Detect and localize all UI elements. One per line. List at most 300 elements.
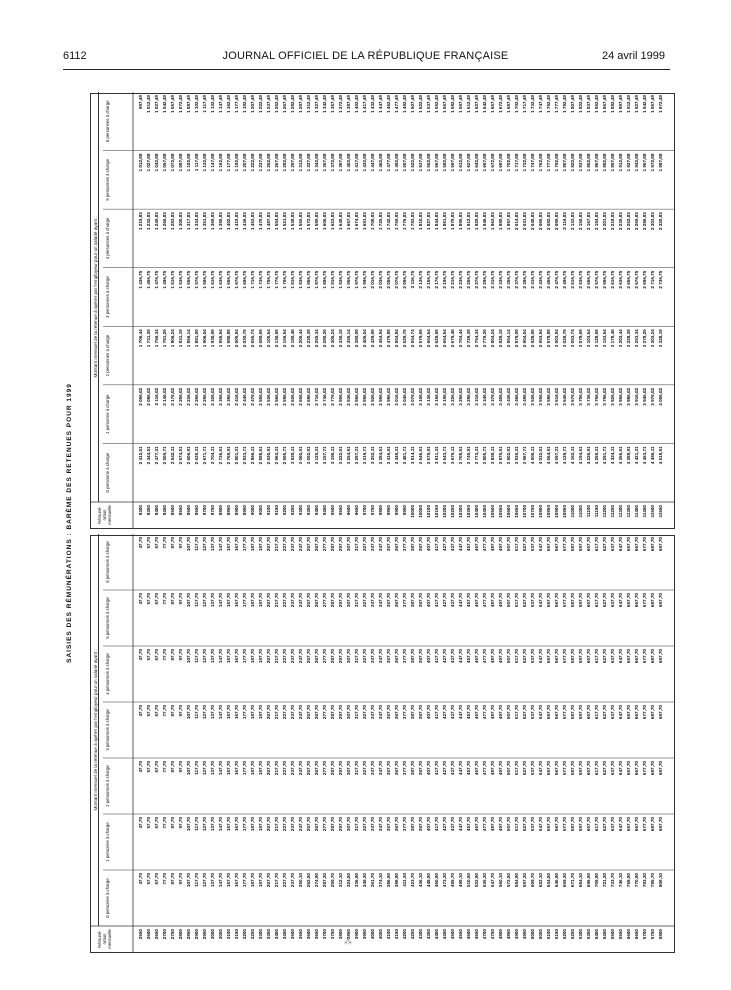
cell-retenue: 2 396,75: [522, 270, 527, 289]
cell-retenue: 2 016,75: [370, 270, 375, 289]
cell-retenue: 1 372,88: [330, 153, 335, 172]
cell-retenue: 1 555,83: [298, 212, 303, 231]
cell-retenue: 167,70: [234, 705, 239, 720]
cell-retenue: 337,70: [370, 817, 375, 832]
table-row: [481, 536, 489, 952]
table-row: [201, 94, 209, 528]
cell-retenue: 3 902,91: [506, 446, 511, 465]
header-retenue-group: Montant mensuel de la retenue à opérer par l'employeur pour un salarié ayant :: [93, 92, 99, 502]
cell-retenue: 3 254,91: [346, 446, 351, 465]
cell-retenue: 127,70: [202, 593, 207, 608]
cell-remuneration: 5650: [634, 929, 639, 940]
left-table: [90, 535, 675, 953]
cell-remuneration: 4450: [442, 929, 447, 940]
cell-retenue: 157,70: [226, 817, 231, 832]
table-row: [505, 536, 513, 952]
cell-remuneration: 3350: [266, 929, 271, 940]
cell-retenue: 374,10: [378, 873, 383, 888]
cell-retenue: 1 807,49: [570, 95, 575, 113]
cell-retenue: 327,70: [362, 705, 367, 720]
cell-retenue: 3 826,02: [610, 387, 615, 406]
cell-retenue: 1 867,88: [594, 153, 599, 172]
cell-retenue: 347,70: [378, 593, 383, 608]
table-row: [273, 536, 281, 952]
cell-retenue: 67,70: [154, 873, 159, 885]
cell-retenue: 577,70: [562, 817, 567, 832]
cell-retenue: 107,70: [186, 761, 191, 776]
cell-remuneration: 9050: [258, 505, 263, 516]
cell-retenue: 247,70: [298, 761, 303, 776]
cell-retenue: 2 596,75: [602, 270, 607, 289]
table-row: [625, 94, 633, 528]
cell-retenue: 2 833,71: [242, 446, 247, 465]
header-dependents-5: 5 personnes à charge: [105, 597, 110, 639]
cell-remuneration: 11150: [594, 505, 599, 518]
header-dependents-6: 6 personnes à charge: [105, 541, 110, 583]
cell-retenue: 3 736,02: [586, 387, 591, 406]
cell-retenue: 1 102,88: [186, 153, 191, 172]
cell-retenue: 3 076,02: [410, 387, 415, 406]
cell-retenue: 2 896,02: [362, 387, 367, 406]
cell-retenue: 1 642,49: [482, 95, 487, 113]
cell-retenue: 3 203,44: [618, 329, 623, 348]
cell-retenue: 597,30: [522, 873, 527, 888]
cell-retenue: 87,70: [170, 873, 175, 885]
cell-retenue: 1 342,88: [314, 153, 319, 172]
cell-remuneration: 11300: [618, 505, 623, 518]
table-row: [337, 536, 345, 952]
cell-retenue: 1 856,14: [186, 329, 191, 348]
cell-retenue: 4 226,91: [586, 446, 591, 465]
cell-retenue: 2 336,75: [498, 270, 503, 289]
cell-retenue: 67,70: [154, 537, 159, 549]
table-row: [617, 94, 625, 528]
header-dependents-3: 3 personnes à charge: [105, 276, 110, 318]
right-table: [90, 93, 675, 529]
cell-retenue: 537,70: [530, 537, 535, 552]
cell-remuneration: 2900: [194, 929, 199, 940]
cell-retenue: 1 793,83: [410, 212, 415, 231]
cell-retenue: 157,70: [226, 537, 231, 552]
cell-retenue: 733,70: [610, 873, 615, 888]
cell-remuneration: 8300: [138, 505, 143, 516]
cell-retenue: 1 852,88: [586, 153, 591, 172]
table-row: [345, 94, 353, 528]
cell-retenue: 2 454,94: [378, 329, 383, 348]
cell-remuneration: 3250: [250, 929, 255, 940]
cell-retenue: 3 416,91: [386, 446, 391, 465]
header-dependents-2: 2 personnes à charge: [105, 334, 110, 377]
cell-retenue: 4 000,11: [530, 446, 535, 465]
cell-retenue: 3 286,02: [466, 387, 471, 406]
cell-retenue: 2 542,11: [170, 446, 175, 465]
cell-retenue: 227,70: [282, 649, 287, 664]
cell-retenue: 1 282,49: [290, 95, 295, 113]
cell-retenue: 597,70: [578, 537, 583, 552]
cell-retenue: 522,90: [474, 873, 479, 888]
page-header: [0, 50, 731, 66]
cell-retenue: 2 479,89: [386, 329, 391, 348]
cell-retenue: 1 447,49: [378, 95, 383, 113]
table-row: [353, 94, 361, 528]
cell-retenue: 247,70: [298, 817, 303, 832]
cell-retenue: 1 252,88: [266, 153, 271, 172]
cell-remuneration: 8350: [146, 505, 151, 516]
table-row: [401, 94, 409, 528]
cell-retenue: 2 326,02: [210, 387, 215, 406]
cell-remuneration: 5100: [546, 929, 551, 940]
table-row: [521, 94, 529, 528]
cell-retenue: 1 597,49: [458, 95, 463, 113]
cell-remuneration: 3000: [210, 929, 215, 940]
cell-retenue: 2 636,75: [618, 270, 623, 289]
cell-retenue: 2 167,83: [586, 212, 591, 231]
cell-retenue: 3 046,02: [402, 387, 407, 406]
cell-retenue: 1 432,49: [370, 95, 375, 113]
table-row: [153, 94, 161, 528]
cell-retenue: 3 125,31: [314, 446, 319, 465]
cell-retenue: 187,70: [250, 705, 255, 720]
cell-retenue: 447,70: [458, 537, 463, 552]
cell-retenue: 3 481,71: [402, 446, 407, 465]
cell-retenue: 1 708,83: [370, 212, 375, 231]
cell-retenue: 597,70: [578, 593, 583, 608]
cell-retenue: 147,70: [218, 593, 223, 608]
cell-retenue: 687,70: [650, 817, 655, 832]
cell-retenue: 657,70: [626, 817, 631, 832]
cell-retenue: 3 253,34: [634, 329, 639, 348]
cell-retenue: 1 955,94: [218, 329, 223, 348]
cell-retenue: 437,70: [450, 817, 455, 832]
cell-retenue: 1 057,88: [162, 153, 167, 172]
cell-retenue: 347,70: [378, 705, 383, 720]
cell-retenue: 587,70: [570, 817, 575, 832]
cell-retenue: 2 806,02: [338, 387, 343, 406]
cell-retenue: 1 327,49: [314, 95, 319, 113]
table-row: [145, 94, 153, 528]
cell-retenue: 1 087,88: [178, 153, 183, 172]
cell-retenue: 1 837,88: [578, 153, 583, 172]
cell-retenue: 1 963,83: [490, 212, 495, 231]
cell-retenue: 2 626,02: [290, 387, 295, 406]
cell-retenue: 537,70: [530, 761, 535, 776]
cell-retenue: 397,70: [418, 649, 423, 664]
cell-retenue: 157,70: [226, 593, 231, 608]
cell-retenue: 237,70: [290, 537, 295, 552]
cell-retenue: 517,70: [514, 649, 519, 664]
cell-retenue: 795,70: [650, 873, 655, 888]
cell-retenue: 4 259,31: [594, 446, 599, 465]
cell-retenue: 312,10: [338, 873, 343, 888]
cell-retenue: 2 176,02: [170, 387, 175, 406]
cell-retenue: 1 972,88: [650, 153, 655, 172]
table-row: [561, 536, 569, 952]
cell-retenue: 3 078,69: [578, 329, 583, 348]
cell-retenue: 770,90: [634, 873, 639, 888]
cell-retenue: 324,50: [346, 873, 351, 888]
cell-remuneration: 4650: [474, 929, 479, 940]
cell-retenue: 47,70: [138, 537, 143, 549]
table-row: [385, 536, 393, 952]
cell-retenue: 2 456,75: [546, 270, 551, 289]
cell-retenue: 317,70: [354, 761, 359, 776]
table-row: [569, 94, 577, 528]
cell-retenue: 617,70: [594, 761, 599, 776]
cell-retenue: 1 432,88: [362, 153, 367, 172]
cell-retenue: 77,70: [162, 761, 167, 773]
cell-retenue: 1 796,75: [282, 270, 287, 289]
table-row: [233, 536, 241, 952]
cell-retenue: 2 836,02: [346, 387, 351, 406]
cell-retenue: 1 252,49: [274, 95, 279, 113]
cell-retenue: 2 476,75: [554, 270, 559, 289]
cell-retenue: 1 266,83: [162, 212, 167, 231]
cell-retenue: 2 429,99: [370, 329, 375, 348]
table-row: [449, 94, 457, 528]
table-row: [585, 94, 593, 528]
cell-retenue: 3 740,91: [466, 446, 471, 465]
cell-retenue: 87,70: [170, 537, 175, 549]
cell-retenue: 397,70: [418, 817, 423, 832]
table-row: [329, 94, 337, 528]
cell-retenue: 107,70: [186, 537, 191, 552]
cell-retenue: 237,70: [290, 873, 295, 888]
cell-retenue: 2 953,94: [538, 329, 543, 348]
cell-retenue: 1 882,49: [610, 95, 615, 113]
cell-remuneration: 9750: [370, 505, 375, 516]
cell-retenue: 3 976,02: [650, 387, 655, 406]
table-row: [177, 94, 185, 528]
cell-retenue: 1 736,75: [258, 270, 263, 289]
cell-remuneration: 10300: [458, 505, 463, 518]
cell-retenue: 2 904,04: [522, 329, 527, 348]
cell-retenue: 237,70: [290, 705, 295, 720]
table-row: [241, 536, 249, 952]
table-row: [305, 94, 313, 528]
cell-retenue: 250,10: [298, 873, 303, 888]
cell-retenue: 1 215,83: [138, 212, 143, 231]
cell-retenue: 2 629,59: [434, 329, 439, 348]
cell-retenue: 3 856,02: [618, 387, 623, 406]
cell-retenue: 659,30: [562, 873, 567, 888]
table-row: [137, 536, 145, 952]
header-dependents-0: 0 personne à charge: [105, 453, 110, 493]
cell-retenue: 2 604,64: [426, 329, 431, 348]
table-row: [537, 94, 545, 528]
cell-retenue: 2 854,14: [506, 329, 511, 348]
table-row: [641, 536, 649, 952]
cell-retenue: 2 056,02: [138, 387, 143, 406]
cell-retenue: 1 916,75: [330, 270, 335, 289]
header-dependents-1: 1 personne à charge: [105, 822, 110, 862]
table-row: [465, 536, 473, 952]
cell-retenue: 2 554,74: [410, 329, 415, 348]
cell-retenue: 167,70: [234, 873, 239, 888]
cell-retenue: 1 207,49: [250, 95, 255, 113]
table-row: [545, 536, 553, 952]
cell-retenue: 387,70: [410, 705, 415, 720]
cell-retenue: 127,70: [202, 817, 207, 832]
cell-retenue: 197,70: [258, 761, 263, 776]
cell-retenue: 87,70: [170, 649, 175, 661]
cell-retenue: 1 357,49: [330, 95, 335, 113]
cell-retenue: 4 194,51: [578, 446, 583, 465]
cell-retenue: 1 776,83: [402, 212, 407, 231]
cell-remuneration: 3900: [354, 929, 359, 940]
cell-retenue: 1 507,49: [410, 95, 415, 113]
cell-retenue: 297,70: [338, 537, 343, 552]
cell-retenue: 3 226,02: [450, 387, 455, 406]
cell-retenue: 1 807,88: [562, 153, 567, 172]
cell-remuneration: 4400: [434, 929, 439, 940]
cell-retenue: 247,70: [298, 537, 303, 552]
cell-retenue: 1 612,49: [466, 95, 471, 113]
publication-date: 24 avril 1999: [602, 50, 665, 62]
cell-remuneration: 9100: [266, 505, 271, 516]
cell-retenue: 237,70: [290, 593, 295, 608]
cell-retenue: 1 462,88: [378, 153, 383, 172]
cell-retenue: 637,70: [610, 705, 615, 720]
cell-retenue: 267,70: [314, 537, 319, 552]
cell-retenue: 1 552,88: [426, 153, 431, 172]
cell-retenue: 1 687,49: [506, 95, 511, 113]
table-row: [289, 94, 297, 528]
cell-retenue: 4 486,11: [650, 446, 655, 465]
cell-retenue: 3 256,02: [458, 387, 463, 406]
cell-remuneration: 8750: [210, 505, 215, 516]
cell-retenue: 1 691,83: [362, 212, 367, 231]
cell-retenue: 2 176,75: [434, 270, 439, 289]
cell-retenue: 1 856,75: [306, 270, 311, 289]
cell-retenue: 1 537,88: [418, 153, 423, 172]
cell-retenue: 657,70: [626, 649, 631, 664]
cell-retenue: 2 316,75: [490, 270, 495, 289]
cell-retenue: 1 731,39: [146, 329, 151, 348]
cell-remuneration: 4850: [506, 929, 511, 940]
cell-retenue: 2 252,83: [626, 212, 631, 231]
cell-retenue: 157,70: [226, 873, 231, 888]
cell-retenue: 407,70: [426, 817, 431, 832]
cell-retenue: 1 283,83: [170, 212, 175, 231]
cell-retenue: 577,70: [562, 537, 567, 552]
cell-retenue: 1 132,49: [210, 95, 215, 113]
cell-retenue: 1 881,09: [194, 329, 199, 348]
cell-retenue: 1 436,83: [242, 212, 247, 231]
cell-retenue: 517,70: [514, 537, 519, 552]
cell-remuneration: 10700: [522, 505, 527, 518]
cell-retenue: 498,10: [458, 873, 463, 888]
cell-retenue: 398,90: [394, 873, 399, 888]
cell-retenue: 2 579,69: [418, 329, 423, 348]
cell-remuneration: 10000: [410, 505, 415, 518]
cell-retenue: 3 278,29: [642, 329, 647, 348]
header-dependents-5: 5 personnes à charge: [105, 159, 110, 201]
cell-retenue: 487,70: [490, 649, 495, 664]
cell-retenue: 1 906,04: [202, 329, 207, 348]
cell-retenue: 1 912,88: [618, 153, 623, 172]
table-row: [161, 536, 169, 952]
cell-remuneration: 9400: [314, 505, 319, 516]
cell-remuneration: 5250: [570, 929, 575, 940]
cell-retenue: 227,70: [282, 761, 287, 776]
table-row: [441, 536, 449, 952]
cell-retenue: 57,70: [146, 873, 151, 885]
cell-retenue: 397,70: [418, 761, 423, 776]
cell-retenue: 1 297,88: [290, 153, 295, 172]
cell-retenue: 397,70: [418, 705, 423, 720]
cell-retenue: 1 942,49: [642, 95, 647, 113]
cell-retenue: 197,70: [258, 593, 263, 608]
cell-remuneration: 2550: [138, 929, 143, 940]
cell-retenue: 157,70: [226, 649, 231, 664]
cell-remuneration: 9900: [394, 505, 399, 516]
cell-remuneration: 9000: [250, 505, 255, 516]
cell-remuneration: 8900: [234, 505, 239, 516]
table-row: [601, 94, 609, 528]
cell-retenue: 3 706,02: [578, 387, 583, 406]
cell-retenue: 457,70: [466, 593, 471, 608]
cell-retenue: 1 177,88: [226, 153, 231, 172]
cell-retenue: 1 596,75: [202, 270, 207, 289]
cell-retenue: 467,70: [474, 817, 479, 832]
cell-retenue: 627,70: [602, 649, 607, 664]
cell-retenue: 687,70: [650, 705, 655, 720]
table-row: [185, 94, 193, 528]
cell-retenue: 3 376,02: [490, 387, 495, 406]
cell-retenue: 3 773,31: [474, 446, 479, 465]
cell-remuneration: 3150: [234, 929, 239, 940]
cell-retenue: 3 406,02: [498, 387, 503, 406]
cell-retenue: 1 882,88: [602, 153, 607, 172]
cell-retenue: 437,70: [450, 649, 455, 664]
cell-retenue: 1 249,83: [154, 212, 159, 231]
cell-remuneration: 2750: [170, 929, 175, 940]
cell-remuneration: 2600: [146, 929, 151, 940]
cell-retenue: 607,70: [586, 705, 591, 720]
cell-retenue: 247,70: [298, 649, 303, 664]
cell-retenue: 448,50: [426, 873, 431, 888]
cell-remuneration: 11250: [610, 505, 615, 518]
table-row: [305, 536, 313, 952]
cell-retenue: 377,70: [402, 593, 407, 608]
cell-retenue: 317,70: [354, 649, 359, 664]
cell-retenue: 386,50: [386, 873, 391, 888]
cell-retenue: 721,30: [602, 873, 607, 888]
cell-retenue: 47,70: [138, 873, 143, 885]
table-row: [385, 94, 393, 528]
cell-retenue: 547,70: [538, 705, 543, 720]
cell-retenue: 274,90: [314, 873, 319, 888]
cell-retenue: 758,50: [626, 873, 631, 888]
cell-retenue: 217,70: [274, 817, 279, 832]
header-remuneration: Rémuné-ration mensuelle: [97, 505, 112, 525]
cell-retenue: 1 456,75: [146, 270, 151, 289]
cell-retenue: 327,70: [362, 649, 367, 664]
cell-remuneration: 5500: [610, 929, 615, 940]
cell-retenue: 47,70: [138, 817, 143, 829]
cell-retenue: 647,70: [618, 593, 623, 608]
cell-retenue: 1 402,49: [354, 95, 359, 113]
table-row: [281, 94, 289, 528]
cell-retenue: 587,70: [570, 761, 575, 776]
cell-retenue: 537,70: [530, 649, 535, 664]
cell-remuneration: 2700: [162, 929, 167, 940]
table-row: [249, 536, 257, 952]
cell-retenue: 2 286,83: [642, 212, 647, 231]
cell-retenue: 1 327,88: [306, 153, 311, 172]
cell-retenue: 327,70: [362, 817, 367, 832]
header-dependents-0: 0 personne à charge: [105, 878, 110, 918]
